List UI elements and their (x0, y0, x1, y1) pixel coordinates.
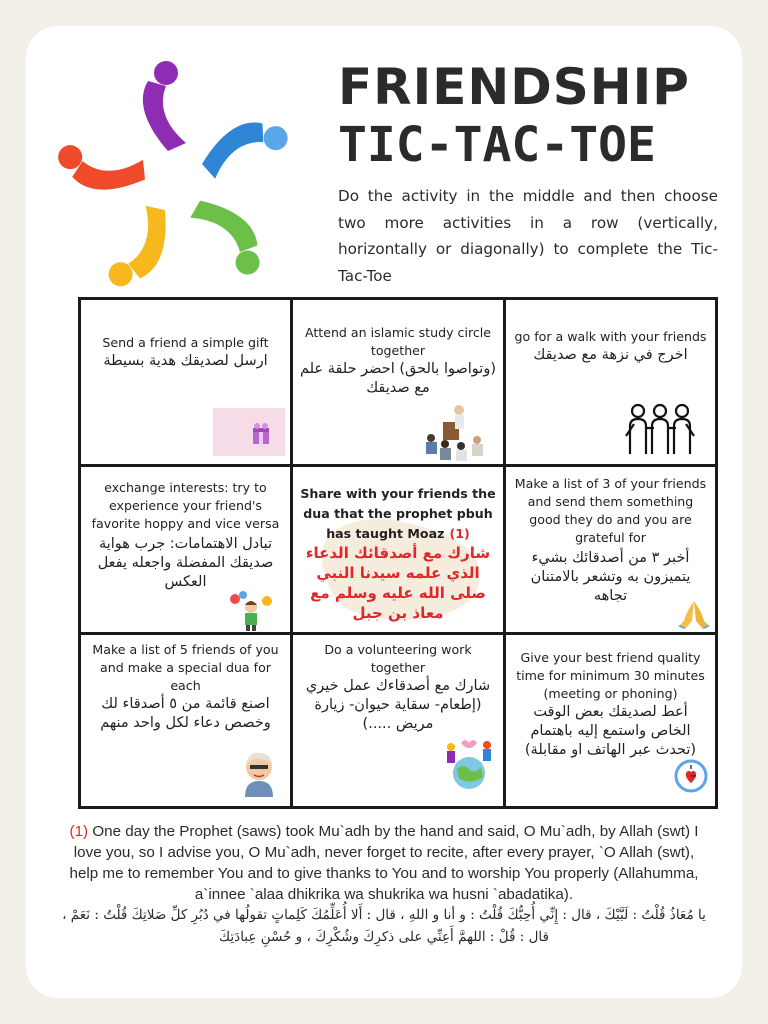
cell-english-text: Send a friend a simple gift (102, 335, 269, 350)
cell-walk-with-friends (506, 300, 715, 467)
child-balloons-icon (229, 591, 273, 631)
cell-arabic-text: ارسل لصديقك هدية بسيطة (103, 353, 268, 369)
footnote-reference: (1) (69, 823, 89, 840)
cell-english-text: Attend an islamic study circle together (304, 325, 492, 358)
cell-arabic-text: تبادل الاهتمامات: جرب هواية صديقك المفضلة واجعله يفعل العكس (97, 536, 274, 590)
clock-heart-icon (674, 759, 708, 793)
cell-quality-time (506, 635, 715, 806)
cell-arabic-text: اخرج في نزهة مع صديقك (533, 347, 688, 363)
cell-arabic-text: شارك مع أصدقائك الدعاء الذي علمه سيدنا النبي صلى الله عليه وسلم مع معاذ بن جبل (305, 544, 491, 622)
cell-english-text: exchange interests: try to experience your friend's favorite hoppy and vice versa (91, 480, 280, 531)
dua-person-icon (239, 749, 279, 797)
worksheet-card (26, 26, 742, 998)
cell-grateful-list (506, 467, 715, 635)
cell-english-text: Make a list of 5 friends of you and make a special dua for each (92, 642, 279, 693)
friends-icon (624, 402, 696, 458)
cell-exchange-interests (81, 467, 293, 635)
footnote-text: One day the Prophet (saws) took Mu`adh by the hand and said, O Mu`adh, by Allah (swt) I love you, so I advise you, O Mu`adh, never forget to recite, after every prayer, `O Allah (swt), help me to remember You and to give thanks to You and to worship You properly (Allahumma, a`innee `alaa dhikrika wa shukrika wa husni `abadatika). (69, 823, 699, 903)
cell-arabic-text: اصنع قائمة من ٥ أصدقاء لك وخصص دعاء لكل واحد منهم (100, 696, 271, 731)
footnote-english (62, 821, 706, 905)
cell-special-dua-list (81, 635, 293, 806)
cell-arabic-text: (وتواصوا بالحق) احضر حلقة علم مع صديقك (299, 361, 496, 396)
cell-simple-gift (81, 300, 293, 467)
cell-arabic-text: شارك مع أصدقاءك عمل خيري (إطعام- سقاية حيوان- زيارة مريض .....) (305, 678, 491, 732)
cell-volunteering (293, 635, 506, 806)
tic-tac-toe-grid (78, 297, 718, 809)
cell-english-text: go for a walk with your friends (514, 329, 707, 344)
cell-share-dua-center (293, 467, 506, 635)
gift-icon (213, 408, 285, 456)
title-friendship: FRIENDSHIP (338, 58, 690, 116)
cell-english-text: Give your best friend quality time for minimum 30 minutes (meeting or phoning) (516, 650, 705, 701)
cell-english-text: Share with your friends the dua that the prophet pbuh has taught Moaz (300, 486, 496, 541)
cell-study-circle (293, 300, 506, 467)
instructions-text: Do the activity in the middle and then choose two more activities in a row (vertically, horizontally or diagonally) to complete the Tic-Tac-Toe (338, 187, 718, 285)
cell-english-text: Do a volunteering work together (324, 642, 472, 675)
cell-arabic-text: أخبر ٣ من أصدقائك بشيء يتميزون به وتشعر بالامتنان تجاهه (530, 550, 691, 604)
cell-arabic-text: أعط لصديقك بعض الوقت الخاص واستمع إليه باهتمام (تحدث عبر الهاتف او مقابلة) (524, 704, 697, 758)
praying-hands-icon (678, 599, 710, 629)
globe-volunteer-icon (441, 737, 497, 793)
friendship-circle-logo (56, 56, 296, 296)
footnote-reference: (1) (449, 526, 470, 541)
study-circle-icon (423, 400, 489, 462)
title-tic-tac-toe: TIC-TAC-TOE (338, 117, 656, 173)
footnote-arabic: يا مُعَاذُ قُلْتُ : لَبَّيْكَ ، قال : إِنِّي أُحِبُّكَ قُلْتُ : و أنا و اللهِ ، قال : أَلا أُعَلِّمُكَ كَلِماتٍ تقولُها في دُبُرِ كلِّ صَلاتِكَ قُلْتُ : نَعَمْ ، قال : قُلْ : اللهمَّ أَعِنِّي على ذكرِكَ وشُكْرِكَ ، و حُسْنِ عِبادَتِكَ (62, 907, 706, 945)
cell-english-text: Make a list of 3 of your friends and send them something good they do and you are grateful for (514, 476, 707, 545)
